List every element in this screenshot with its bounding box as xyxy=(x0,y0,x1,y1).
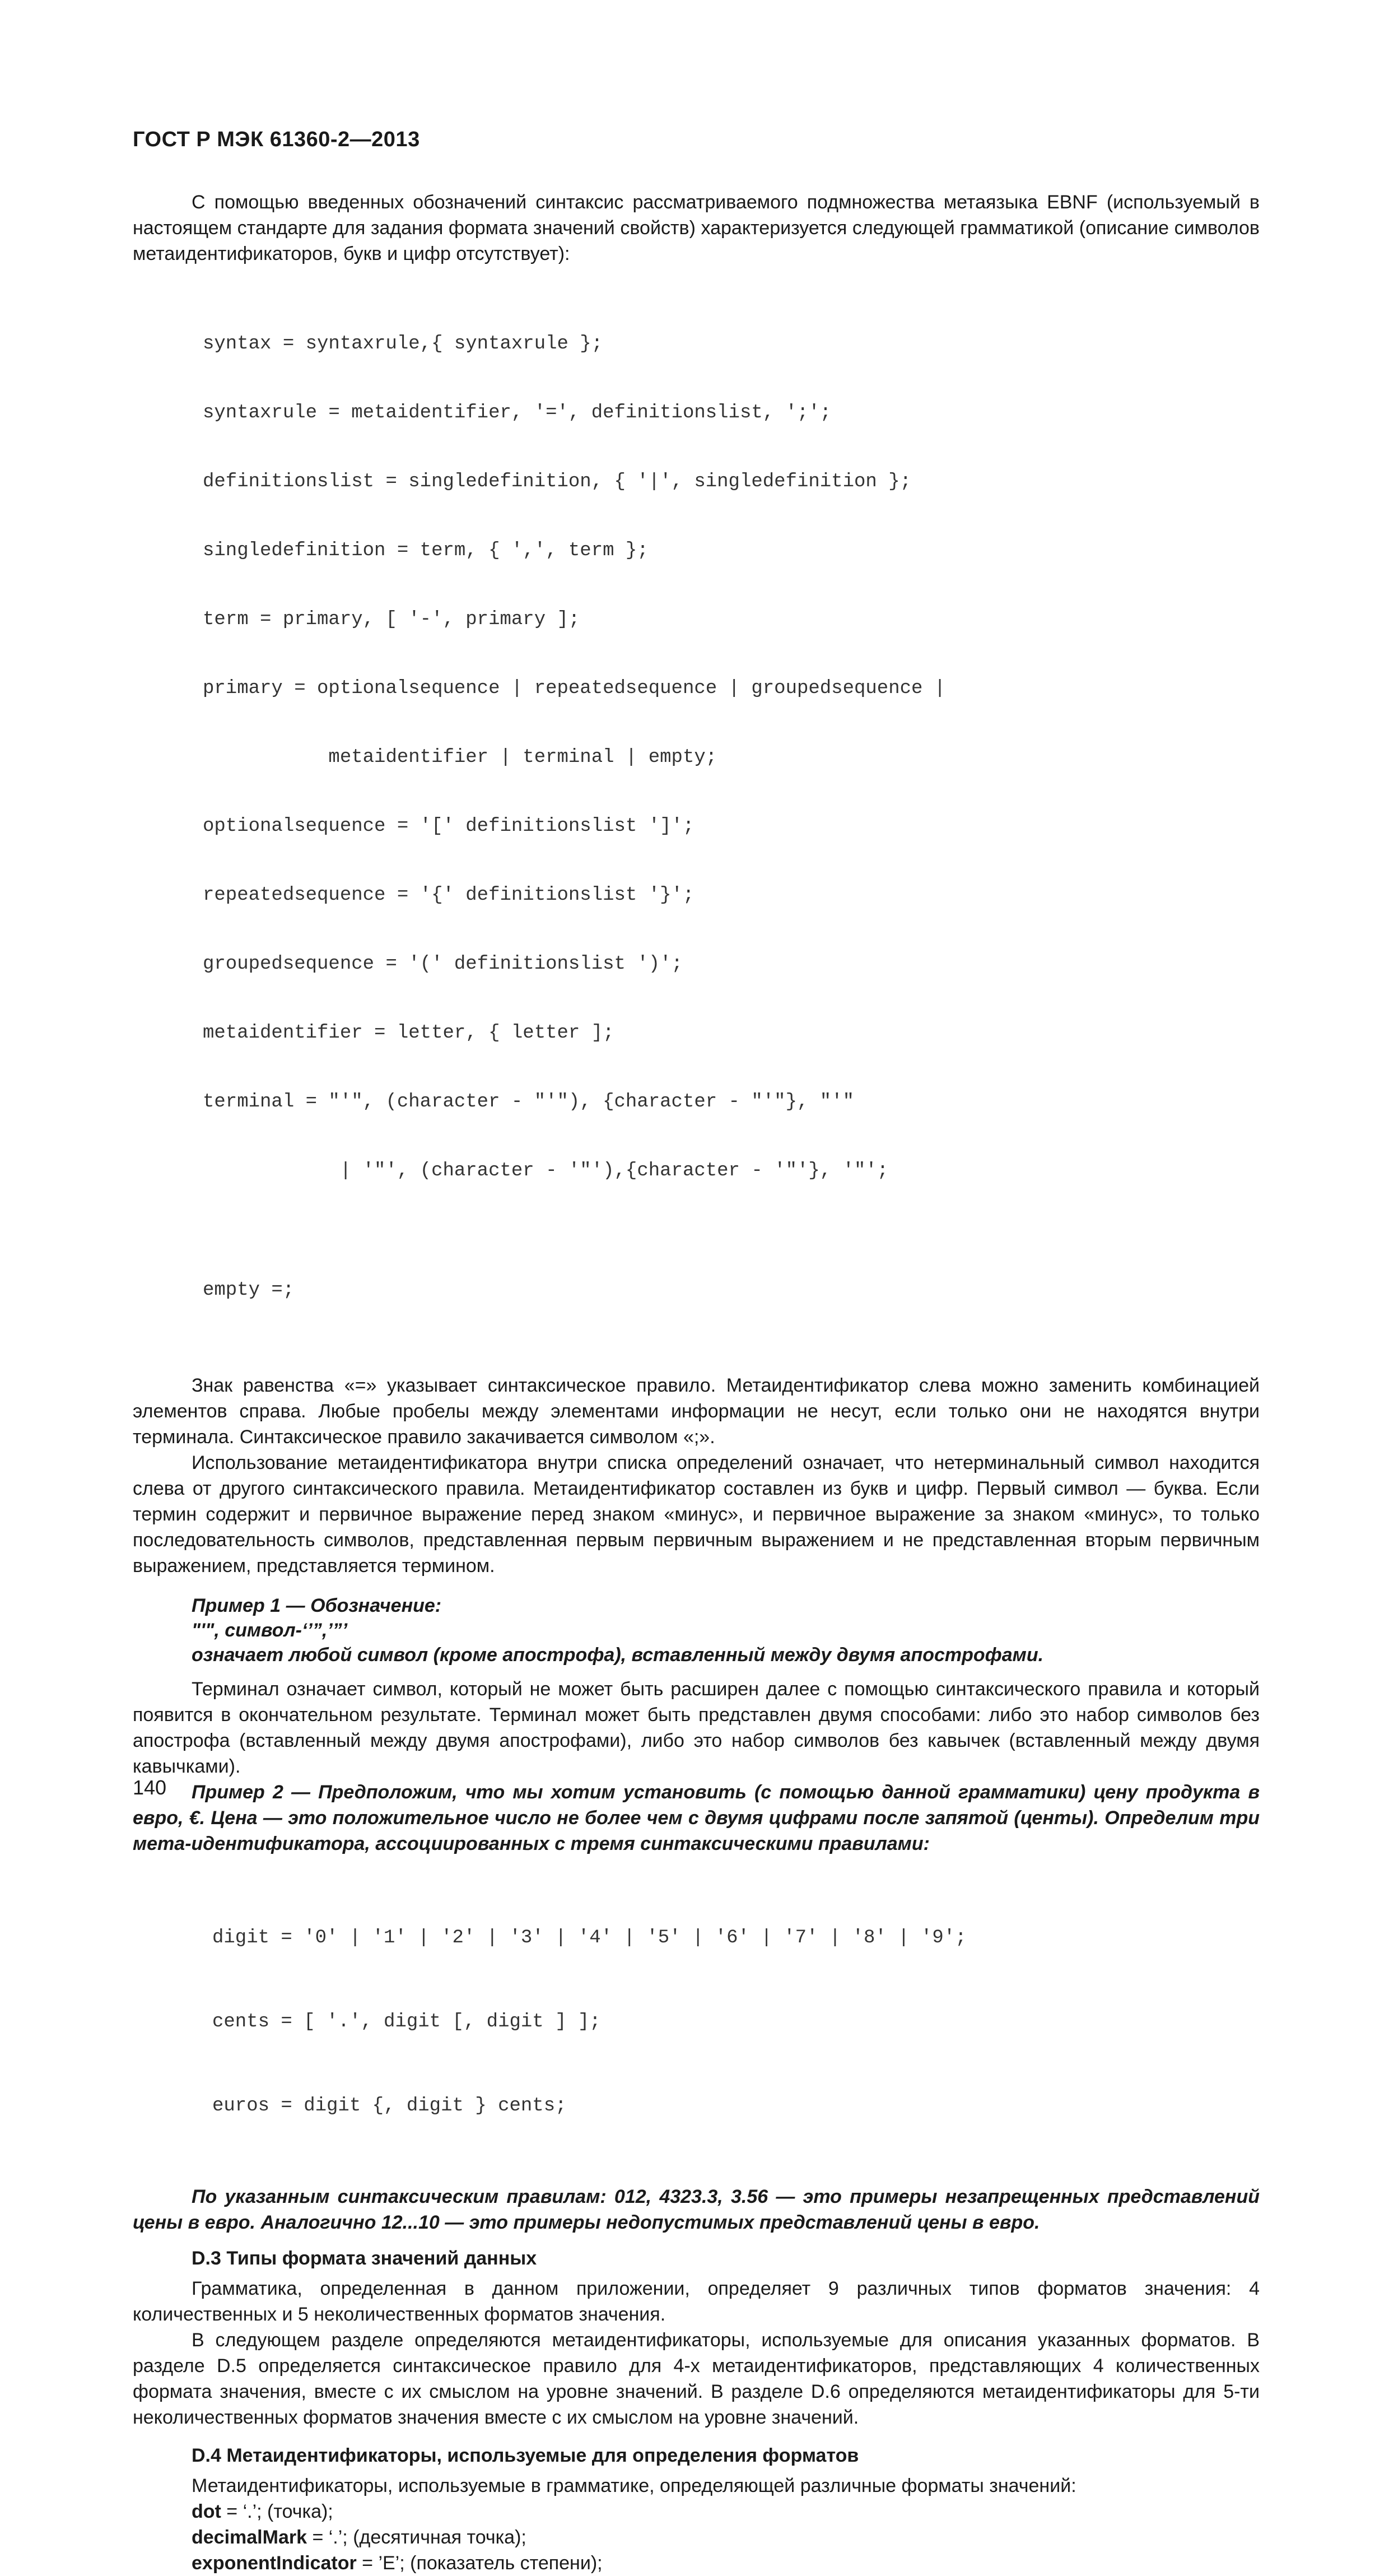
page-number: 140 xyxy=(133,1776,167,1799)
intro-paragraph: С помощью введенных обозначений синтаксис рассматриваемого подмножества метаязыка EBNF (используемый в настоящем стандарте для задания формата значений свойств) характеризуется следующей грамматикой (описание символов метаидентификаторов, букв и цифр отсутствует): xyxy=(133,192,1260,264)
grammar-line: primary = optionalsequence | repeatedsequence | groupedsequence | xyxy=(203,678,946,699)
grammar-line: groupedsequence = '(' definitionslist ')'; xyxy=(203,954,683,975)
document-header: ГОСТ Р МЭК 61360-2—2013 xyxy=(133,128,420,151)
digit-line: digit = '0' | '1' | '2' | '3' | '4' | '5' | '6' | '7' | '8' | '9'; xyxy=(212,1927,967,1949)
terminal-paragraph: Терминал означает символ, который не может быть расширен далее с помощью синтаксического правила и который появится в окончательном результате. Терминал может быть представлен двумя способами: либо это набор символов без апострофа (вставленный между двумя апострофами), либо это набор символов без кавычек (вставленный между двумя кавычками). xyxy=(133,1678,1260,1777)
example-1 xyxy=(192,1593,1260,1667)
grammar-line: term = primary, [ '-', primary ]; xyxy=(203,609,580,630)
grammar-line: terminal = "'", (character - "'"), {character - "'"}, "'" xyxy=(203,1091,854,1113)
digit-line: euros = digit {, digit } cents; xyxy=(212,2095,567,2117)
definition-decimal-mark xyxy=(192,2524,1260,2550)
definition-name: decimalMark xyxy=(192,2527,307,2548)
definition-dot xyxy=(192,2499,1260,2524)
ebnf-grammar-block xyxy=(203,287,1260,1348)
definition-name: exponentIndicator xyxy=(192,2552,357,2574)
grammar-line: optionalsequence = '[' definitionslist ']'; xyxy=(203,816,694,837)
metaidentifier-paragraph: Использование метаидентификатора внутри списка определений означает, что нетерминальный символ находится слева от другого синтаксического правила. Метаидентификатор составлен из букв и цифр. Первый символ — буква. Если термин содержит и первичное выражение перед знаком «минус», и первичное выражение за знаком «минус», то только последовательность символов, представленная первым первичным выражением и не представленная вторым первичным выражением, представляется термином. xyxy=(133,1452,1260,1577)
section-d3-title: D.3 Типы формата значений данных xyxy=(192,2248,537,2269)
grammar-line: empty =; xyxy=(203,1280,295,1301)
grammar-line: syntax = syntaxrule,{ syntaxrule }; xyxy=(203,333,603,355)
example-2: Пример 2 — Предположим, что мы хотим установить (с помощью данной грамматики) цену продукта в евро, €. Цена — это положительное число не более чем с двумя цифрами после запятой (центы). Определим три мета-идентификатора, ассоциированных с тремя синтаксическими правилами: xyxy=(133,1782,1260,1854)
grammar-line: singledefinition = term, { ',', term }; xyxy=(203,540,649,561)
document-body xyxy=(133,189,1260,2576)
definition-value: = ’E’; (показатель степени); xyxy=(356,2552,603,2574)
definition-exponent-indicator xyxy=(192,2550,1260,2576)
example-2-result: По указанным синтаксическим правилам: 012, 4323.3, 3.56 — это примеры незапрещенных представлений цены в евро. Аналогично 12...10 — это примеры недопустимых представлений цены в евро. xyxy=(133,2186,1260,2233)
example-1-meaning: означает любой символ (кроме апострофа), вставленный между двумя апострофами. xyxy=(192,1644,1044,1666)
example-1-notation: "'", символ-‘’”,’”’ xyxy=(192,1620,348,1641)
section-d4-intro: Метаидентификаторы, используемые в грамматике, определяющей различные форматы значений: xyxy=(192,2475,1076,2496)
grammar-line: definitionslist = singledefinition, { '|', singledefinition }; xyxy=(203,471,912,492)
metaidentifier-definitions xyxy=(192,2499,1260,2576)
grammar-line: | '"', (character - '"'),{character - '"'}, '"'; xyxy=(203,1160,889,1182)
equals-paragraph: Знак равенства «=» указывает синтаксическое правило. Метаидентификатор слева можно заменить комбинацией элементов справа. Любые пробелы между элементами информации не несут, если только они не находятся внутри терминала. Синтаксическое правило закачивается символом «;». xyxy=(133,1375,1260,1448)
definition-value: = ‘.’; (точка); xyxy=(221,2501,333,2522)
grammar-line: metaidentifier = letter, { letter ]; xyxy=(203,1022,614,1044)
digit-line: cents = [ '.', digit [, digit ] ]; xyxy=(212,2011,601,2033)
grammar-line: syntaxrule = metaidentifier, '=', definitionslist, ';'; xyxy=(203,402,832,424)
definition-value: = ‘.’; (десятичная точка); xyxy=(307,2527,526,2548)
grammar-line: metaidentifier | terminal | empty; xyxy=(203,747,717,768)
section-d3-para-1: Грамматика, определенная в данном приложении, определяет 9 различных типов форматов значения: 4 количественных и 5 неколичественных форматов значения. xyxy=(133,2278,1260,2325)
example-1-title: Пример 1 — Обозначение: xyxy=(192,1595,442,1616)
section-d3-para-2: В следующем разделе определяются метаидентификаторы, используемые для описания указанных форматов. В разделе D.5 определяется синтаксическое правило для 4-х метаидентификаторов, представляющих 4 количественных формата значения, вместе с их смыслом на уровне значений. В разделе D.6 определяются метаидентификаторы для 5-ти неколичественных форматов значения вместе с их смыслом на уровне значений. xyxy=(133,2329,1260,2428)
grammar-line: repeatedsequence = '{' definitionslist '}'; xyxy=(203,885,694,906)
section-d4-title: D.4 Метаидентификаторы, используемые для определения форматов xyxy=(192,2445,859,2466)
definition-name: dot xyxy=(192,2501,221,2522)
digit-grammar-block xyxy=(212,1868,1260,2176)
